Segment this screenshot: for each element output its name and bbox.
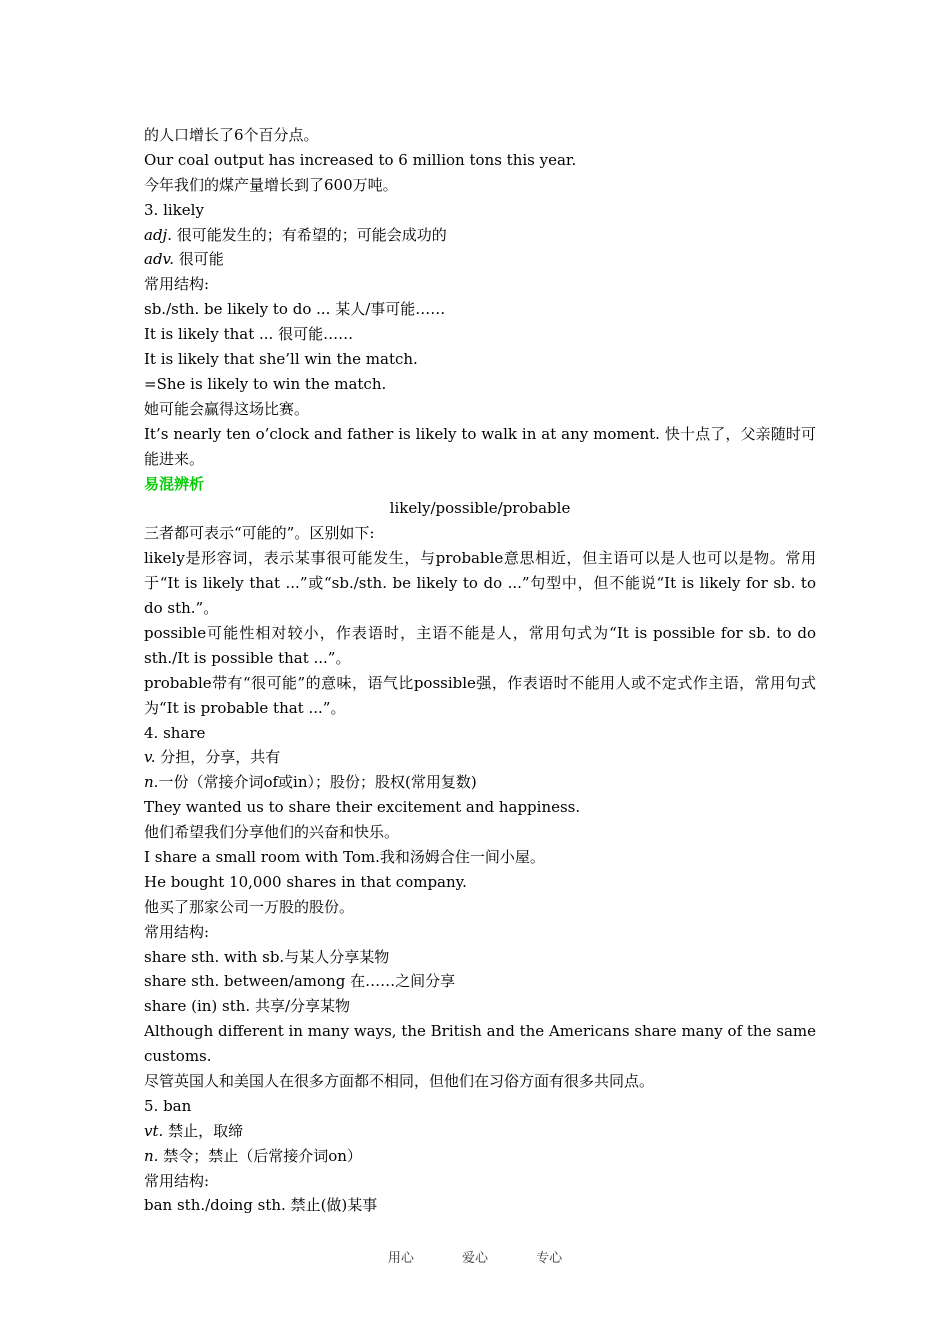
- definition-n: [144, 1144, 816, 1169]
- definition-v: [144, 745, 816, 770]
- definition-text: 分担，分享，共有: [160, 748, 281, 767]
- example-sentence: =She is likely to win the match.: [144, 374, 387, 393]
- comparison-probable: probable带有“很可能”的意味，语气比possible强，作表语时不能用人或不定式作主语，常用句式为“It is probable that ...”。: [144, 673, 816, 717]
- example-sentence: I share a small room with Tom.我和汤姆合住一间小屋。: [144, 847, 545, 866]
- structure-item: share sth. between/among 在……之间分享: [144, 972, 456, 991]
- definition-text: 一份（常接介词of或in）；股份；股权(常用复数): [158, 773, 477, 792]
- translation: 他买了那家公司一万股的股份。: [144, 897, 355, 916]
- translation: 他们希望我们分享他们的兴奋和快乐。: [144, 823, 400, 842]
- example-sentence: It is likely that she’ll win the match.: [144, 350, 418, 369]
- structure-heading: 常用结构:: [144, 922, 210, 941]
- comparison-intro: 三者都可表示“可能的”。区别如下:: [144, 524, 375, 543]
- confusion-heading: 易混辨析: [144, 474, 205, 493]
- pos-label: n.: [144, 1146, 159, 1165]
- document-body: [144, 123, 816, 1218]
- pos-label: v.: [144, 748, 156, 767]
- translation: 尽管英国人和美国人在很多方面都不相同，但他们在习俗方面有很多共同点。: [144, 1072, 655, 1091]
- entry-heading-ban: 5. ban: [144, 1096, 192, 1115]
- comparison-likely: likely是形容词，表示某事很可能发生，与probable意思相近，但主语可以是人也可以是物。常用于“It is likely that ...”或“sb./sth. be likely to do ...”句型中，但不能说“It is likely for sb. to do sth.”。: [144, 549, 816, 617]
- comparison-title: likely/possible/probable: [389, 499, 571, 518]
- pos-label: adv.: [144, 250, 175, 269]
- structure-item: It is likely that ... 很可能……: [144, 325, 354, 344]
- footer-text: 爱心: [461, 1251, 488, 1266]
- structure-item: sb./sth. be likely to do ... 某人/事可能……: [144, 300, 446, 319]
- translation: 今年我们的煤产量增长到了600万吨。: [144, 175, 398, 194]
- definition-adv: [144, 247, 816, 272]
- footer-text: 专心: [536, 1251, 563, 1266]
- definition-text: 很可能发生的；有希望的；可能会成功的: [176, 225, 447, 244]
- pos-label: vt.: [144, 1121, 164, 1140]
- structure-item: share sth. with sb.与某人分享某物: [144, 947, 390, 966]
- example-sentence: Our coal output has increased to 6 million tons this year.: [144, 150, 577, 169]
- definition-text: 禁令；禁止（后常接介词on）: [163, 1146, 362, 1165]
- comparison-possible: possible可能性相对较小，作表语时，主语不能是人，常用句式为“It is possible for sb. to do sth./It is possible that ...”。: [144, 623, 816, 667]
- definition-n: [144, 770, 816, 795]
- pos-label: adj.: [144, 225, 172, 244]
- text-line: 的人口增长了6个百分点。: [144, 126, 319, 144]
- page-footer: [0, 1247, 950, 1266]
- footer-text: 用心: [387, 1251, 414, 1266]
- example-sentence: They wanted us to share their excitement and happiness.: [144, 798, 581, 817]
- structure-item: ban sth./doing sth. 禁止(做)某事: [144, 1196, 378, 1215]
- example-paragraph: Although different in many ways, the British and the Americans share many of the same customs.: [144, 1022, 816, 1066]
- definition-vt: [144, 1119, 816, 1144]
- structure-item: share (in) sth. 共享/分享某物: [144, 997, 351, 1016]
- example-paragraph: It’s nearly ten o’clock and father is likely to walk in at any moment. 快十点了，父亲随时可能进来。: [144, 424, 816, 468]
- entry-heading-likely: 3. likely: [144, 200, 204, 219]
- definition-adj: [144, 223, 816, 248]
- translation: 她可能会赢得这场比赛。: [144, 399, 310, 418]
- structure-heading: 常用结构:: [144, 275, 210, 294]
- definition-text: 禁止，取缔: [168, 1121, 244, 1140]
- pos-label: n.: [144, 773, 159, 792]
- structure-heading: 常用结构:: [144, 1171, 210, 1190]
- definition-text: 很可能: [178, 250, 224, 269]
- example-sentence: He bought 10,000 shares in that company.: [144, 872, 467, 891]
- entry-heading-share: 4. share: [144, 723, 206, 742]
